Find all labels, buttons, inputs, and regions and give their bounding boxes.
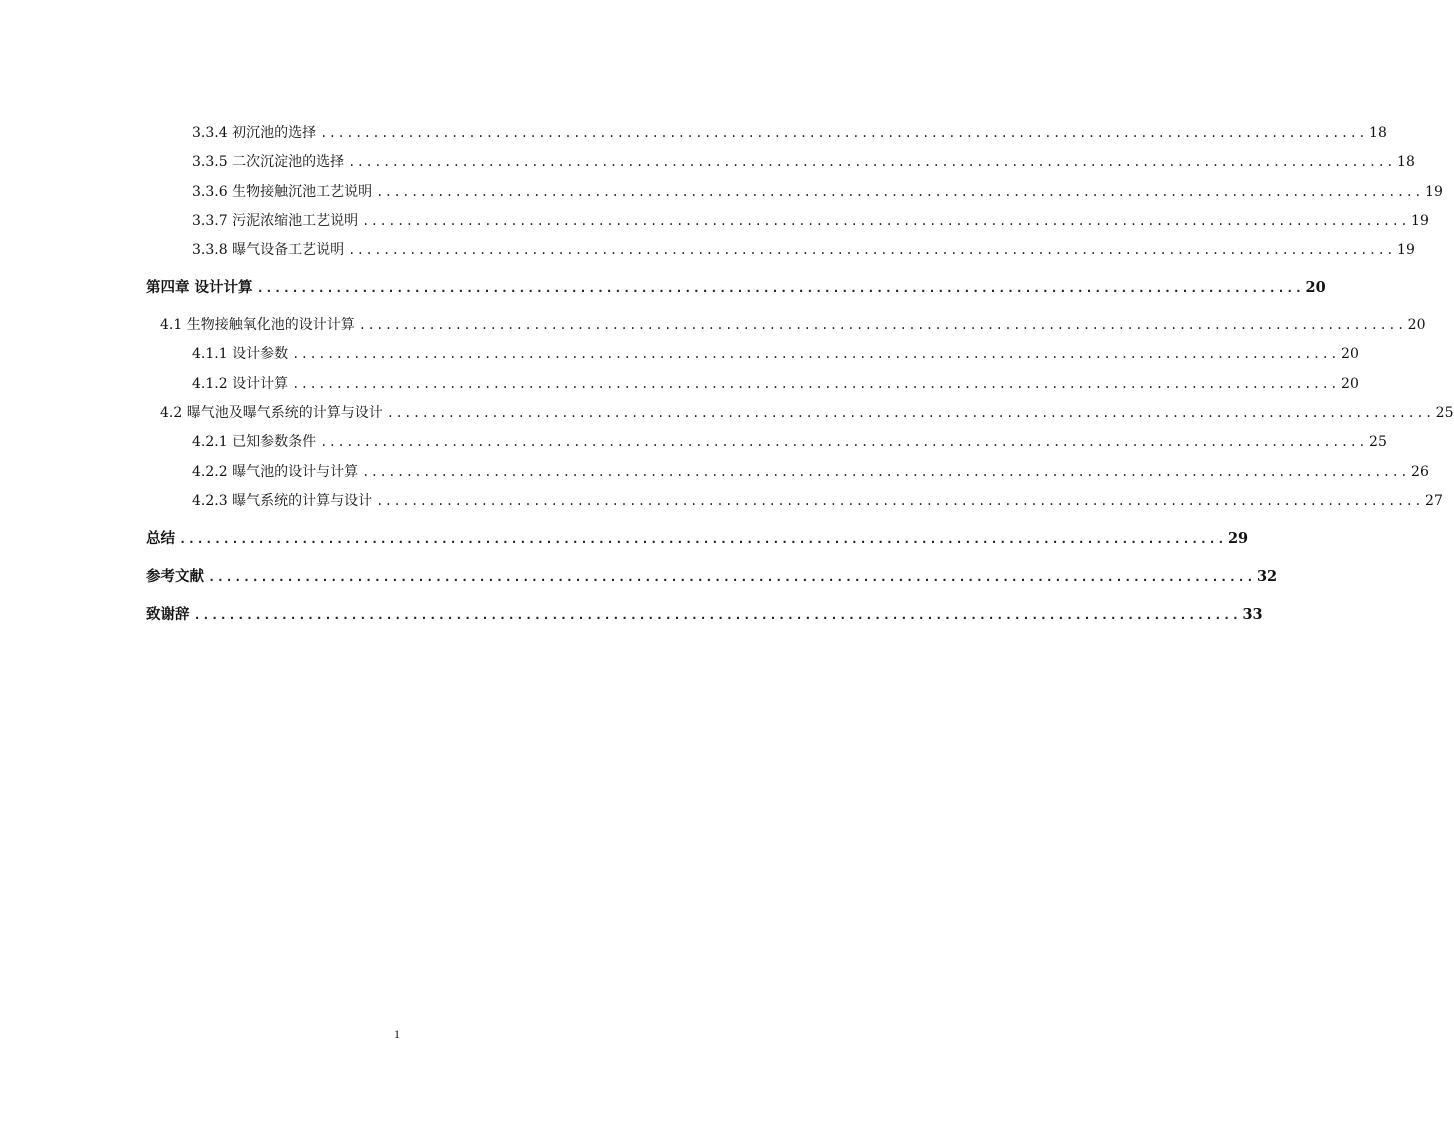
toc-entry-title: 3.3.4 初沉池的选择: [192, 125, 317, 141]
toc-entry[interactable]: [146, 273, 1326, 297]
toc-entry-title: 3.3.7 污泥浓缩池工艺说明: [192, 213, 359, 229]
toc-entry-page: 20: [1341, 346, 1359, 362]
toc-entry-page: 19: [1411, 213, 1429, 229]
toc-entry[interactable]: [192, 147, 1415, 171]
toc-entry-title: 4.2.3 曝气系统的计算与设计: [192, 493, 373, 509]
toc-entry-title: 参考文献: [146, 568, 204, 585]
toc-dot-leader: ........................................................................................................................: [358, 318, 1406, 332]
toc-entry-title: 3.3.8 曝气设备工艺说明: [192, 242, 345, 258]
toc-dot-leader: ........................................................................................................................: [362, 465, 1410, 479]
toc-entry[interactable]: [192, 369, 1359, 393]
toc-dot-leader: ........................................................................................................................: [320, 126, 1368, 140]
toc-entry-page: 26: [1411, 464, 1429, 480]
toc-entry-title: 3.3.6 生物接触沉池工艺说明: [192, 184, 373, 200]
toc-entry-page: 18: [1369, 125, 1387, 141]
toc-entry-page: 25: [1369, 434, 1387, 450]
toc-entry[interactable]: [192, 339, 1359, 363]
toc-entry-page: 20: [1407, 317, 1426, 333]
toc-entry[interactable]: [146, 600, 1263, 624]
toc-entry[interactable]: [192, 177, 1443, 201]
toc-entry[interactable]: [192, 457, 1429, 481]
toc-entry[interactable]: [192, 427, 1387, 451]
toc-entry[interactable]: [160, 310, 1426, 334]
toc-dot-leader: ........................................................................................................................: [320, 435, 1368, 449]
toc-dot-leader: ........................................................................................................................: [376, 494, 1424, 508]
toc-entry-title: 4.2.1 已知参数条件: [192, 434, 317, 450]
toc-entry-page: 29: [1227, 530, 1249, 547]
toc-entry-title: 致谢辞: [146, 606, 190, 623]
toc-dot-leader: ........................................................................................................................: [179, 532, 1226, 546]
toc-entry-title: 4.1.2 设计计算: [192, 376, 289, 392]
toc-entry-page: 20: [1305, 279, 1326, 296]
toc-dot-leader: ........................................................................................................................: [348, 243, 1396, 257]
toc-dot-leader: ........................................................................................................................: [256, 281, 1304, 295]
toc-entry-page: 20: [1341, 376, 1359, 392]
toc-entry-title: 总结: [146, 530, 175, 547]
toc-entry-page: 32: [1256, 568, 1278, 585]
toc-entry[interactable]: [192, 206, 1429, 230]
toc-entry[interactable]: [146, 524, 1249, 548]
toc-entry-page: 33: [1242, 606, 1263, 623]
toc-entry-title: 4.1.1 设计参数: [192, 346, 289, 362]
toc-dot-leader: ........................................................................................................................: [348, 155, 1396, 169]
toc-entry[interactable]: [146, 562, 1278, 586]
toc-dot-leader: ........................................................................................................................: [292, 347, 1340, 361]
toc-entry[interactable]: [192, 235, 1415, 259]
toc-dot-leader: ........................................................................................................................: [208, 570, 1255, 584]
toc-entry-title: 3.3.5 二次沉淀池的选择: [192, 154, 345, 170]
toc-entry-title: 4.2 曝气池及曝气系统的计算与设计: [160, 405, 383, 421]
toc-entry-page: 25: [1435, 405, 1454, 421]
toc-entry[interactable]: [160, 398, 1454, 422]
toc-entry[interactable]: [192, 118, 1387, 142]
toc-dot-leader: ........................................................................................................................: [292, 377, 1340, 391]
toc-entry-page: 27: [1425, 493, 1443, 509]
toc-entry-page: 19: [1425, 184, 1443, 200]
page-number: 1: [394, 1027, 400, 1041]
toc-entry-title: 4.1 生物接触氧化池的设计计算: [160, 317, 355, 333]
toc-entry-page: 19: [1397, 242, 1415, 258]
toc-entry[interactable]: [192, 486, 1443, 510]
toc-dot-leader: ........................................................................................................................: [362, 214, 1410, 228]
toc-entry-title: 4.2.2 曝气池的设计与计算: [192, 464, 359, 480]
toc-entry-title: 第四章 设计计算: [146, 279, 253, 296]
toc-dot-leader: ........................................................................................................................: [386, 406, 1434, 420]
toc-dot-leader: ........................................................................................................................: [193, 608, 1241, 622]
toc-entry-page: 18: [1397, 154, 1415, 170]
toc-dot-leader: ........................................................................................................................: [376, 185, 1424, 199]
